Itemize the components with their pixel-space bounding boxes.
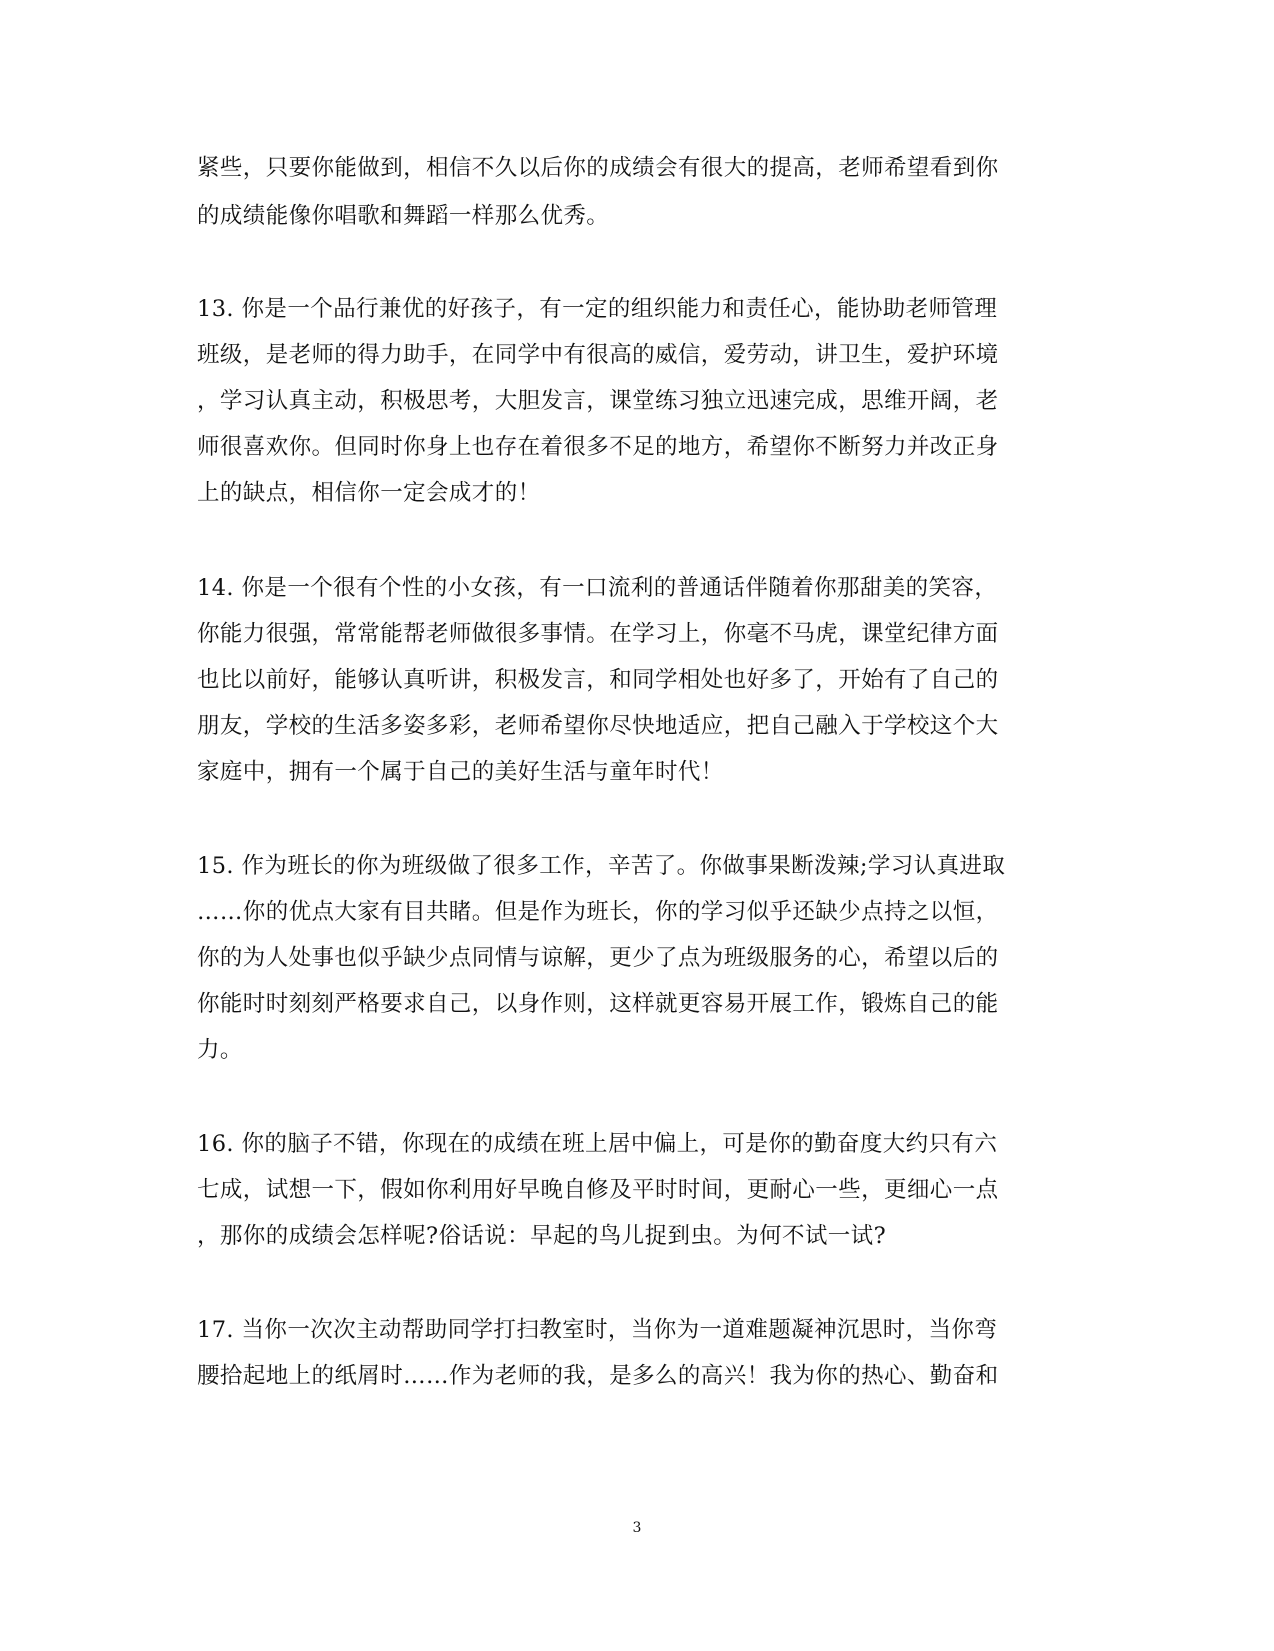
text-line: 腰拾起地上的纸屑时……作为老师的我，是多么的高兴！我为你的热心、勤奋和 — [197, 1363, 999, 1389]
text-line: 15. 作为班长的你为班级做了很多工作，辛苦了。你做事果断泼辣;学习认真进取 — [197, 853, 1006, 879]
text-line: ，那你的成绩会怎样呢?俗话说：早起的鸟儿捉到虫。为何不试一试? — [197, 1223, 887, 1249]
text-line: 力。 — [197, 1037, 243, 1063]
text-line: 17. 当你一次次主动帮助同学打扫教室时，当你为一道难题凝神沉思时，当你弯 — [197, 1317, 998, 1343]
text-line: 的成绩能像你唱歌和舞蹈一样那么优秀。 — [197, 203, 610, 229]
text-line: 紧些，只要你能做到，相信不久以后你的成绩会有很大的提高，老师希望看到你 — [197, 155, 999, 181]
text-line: 朋友，学校的生活多姿多彩，老师希望你尽快地适应，把自己融入于学校这个大 — [197, 713, 999, 739]
text-line: ……你的优点大家有目共睹。但是作为班长，你的学习似乎还缺少点持之以恒， — [197, 899, 999, 925]
text-line: 七成，试想一下，假如你利用好早晚自修及平时时间，更耐心一些，更细心一点 — [197, 1177, 999, 1203]
text-line: ，学习认真主动，积极思考，大胆发言，课堂练习独立迅速完成，思维开阔，老 — [197, 388, 999, 414]
page-number: 3 — [632, 1520, 642, 1536]
text-line: 也比以前好，能够认真听讲，积极发言，和同学相处也好多了，开始有了自己的 — [197, 667, 999, 693]
text-line: 你能时时刻刻严格要求自己，以身作则，这样就更容易开展工作，锻炼自己的能 — [197, 991, 999, 1017]
text-line: 家庭中，拥有一个属于自己的美好生活与童年时代！ — [197, 759, 724, 785]
text-line: 14. 你是一个很有个性的小女孩，有一口流利的普通话伴随着你那甜美的笑容， — [197, 575, 998, 601]
text-line: 16. 你的脑子不错，你现在的成绩在班上居中偏上，可是你的勤奋度大约只有六 — [197, 1131, 998, 1157]
text-line: 你的为人处事也似乎缺少点同情与谅解，更少了点为班级服务的心，希望以后的 — [197, 945, 999, 971]
text-line: 你能力很强，常常能帮老师做很多事情。在学习上，你毫不马虎，课堂纪律方面 — [197, 621, 999, 647]
text-line: 上的缺点，相信你一定会成才的！ — [197, 480, 541, 506]
text-line: 13. 你是一个品行兼优的好孩子，有一定的组织能力和责任心，能协助老师管理 — [197, 296, 998, 322]
text-line: 师很喜欢你。但同时你身上也存在着很多不足的地方，希望你不断努力并改正身 — [197, 434, 999, 460]
text-line: 班级，是老师的得力助手，在同学中有很高的威信，爱劳动，讲卫生，爱护环境 — [197, 342, 999, 368]
